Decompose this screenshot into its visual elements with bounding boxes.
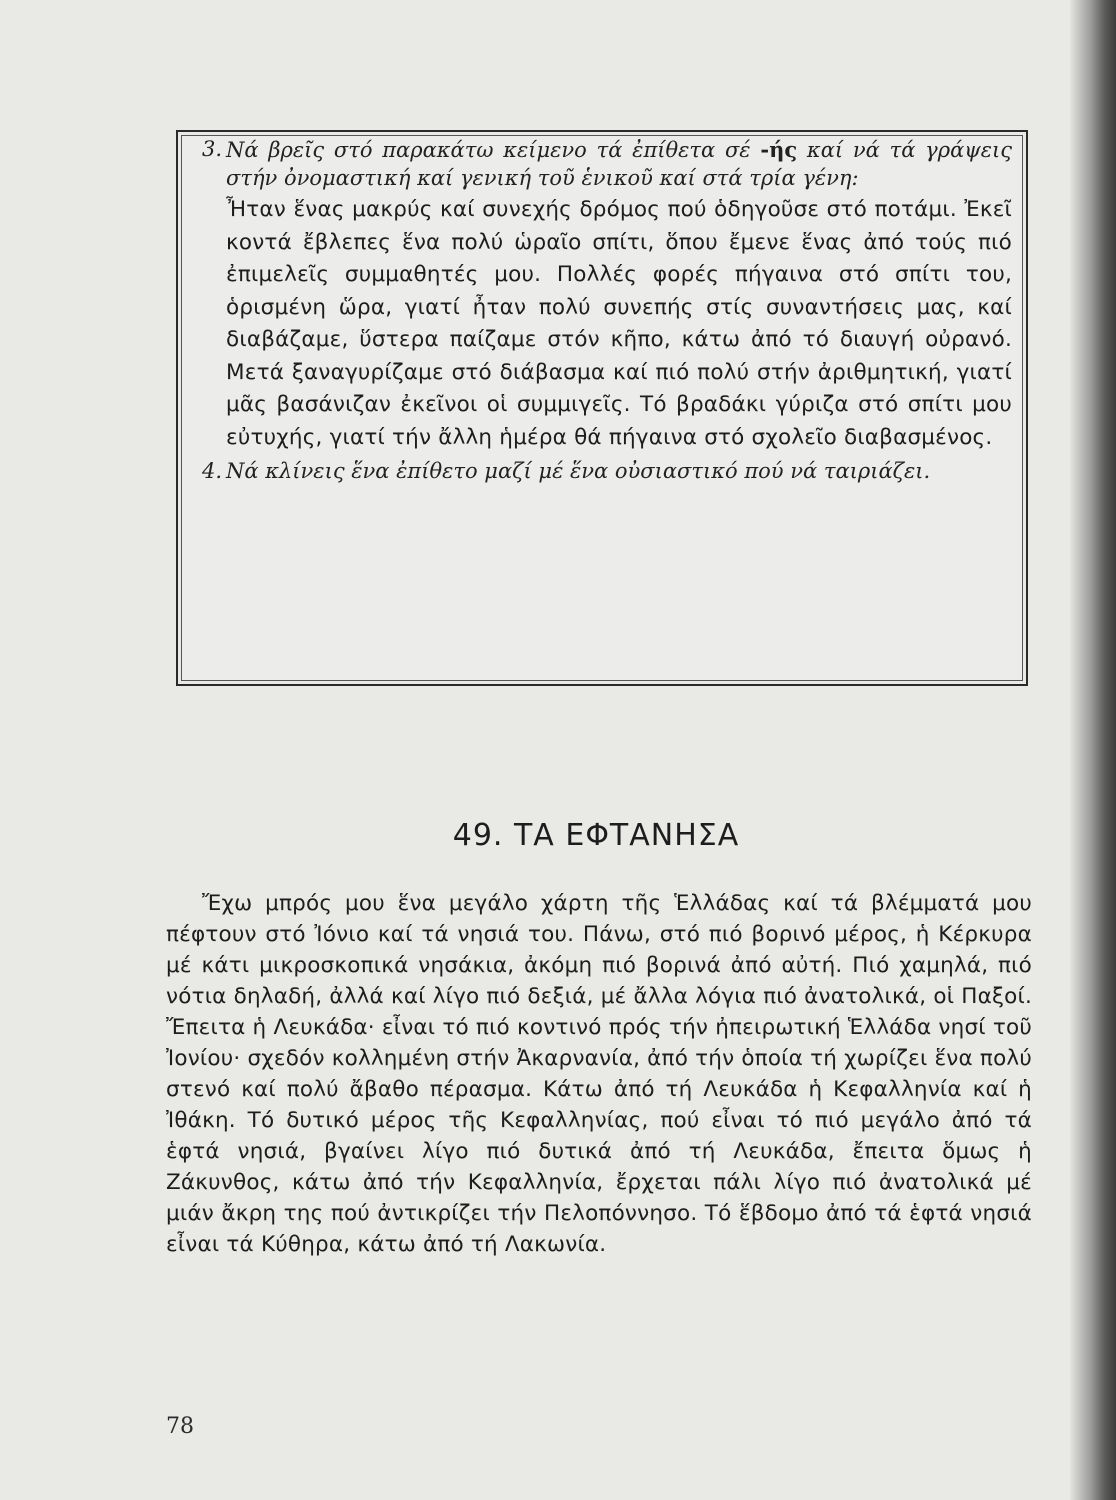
chapter-title-text: 49. ΤΑ ΕΦΤΑΝΗΣΑ bbox=[452, 818, 740, 853]
exercise-3-suffix: -ής bbox=[760, 137, 798, 162]
exercise-4-text: Νά κλίνεις ἕνα ἐπίθετο μαζί μέ ἕνα οὐσιαστικό πού νά ταιριάζει. bbox=[226, 459, 931, 483]
exercise-3-instruction-pre: Νά βρεῖς στό παρακάτω κείμενο τά ἐπίθετα σέ bbox=[226, 138, 761, 162]
chapter-title bbox=[0, 818, 1116, 853]
page-number: 78 bbox=[166, 1414, 194, 1439]
exercise-3-instruction bbox=[202, 136, 1012, 192]
chapter-body-text: Ἔχω μπρός μου ἕνα μεγάλο χάρτη τῆς Ἑλλάδας καί τά βλέμματά μου πέφτουν στό Ἰόνιο καί τά νησιά του. Πάνω, στό πιό βορινό μέρος, ἡ Κέρκυρα μέ κάτι μικροσκοπικά νησάκια, ἀκόμη πιό βορινά ἀπό αὐτή. Πιό χαμηλά, πιό νότια δηλαδή, ἀλλά καί λίγο πιό δεξιά, μέ ἄλλα λόγια πιό ἀνατολικά, οἱ Παξοί. Ἔπειτα ἡ Λευκάδα· εἶναι τό πιό κοντινό πρός τήν ἠπειρωτική Ἑλλάδα νησί τοῦ Ἰονίου· σχεδόν κολλημένη στήν Ἀκαρνανία, ἀπό τήν ὁποία τή χωρίζει ἕνα πολύ στενό καί πολύ ἄβαθο πέρασμα. Κάτω ἀπό τή Λευκάδα ἡ Κεφαλληνία καί ἡ Ἰθάκη. Τό δυτικό μέρος τῆς Κεφαλληνίας, πού εἶναι τό πιό μεγάλο ἀπό τά ἑφτά νησιά, βγαίνει λίγο πιό δυτικά ἀπό τή Λευκάδα, ἔπειτα ὅμως ἡ Ζάκυνθος, κάτω ἀπό τήν Κεφαλληνία, ἔρχεται πάλι λίγο πιό ἀνατολικά μέ μιάν ἄκρη της πού ἀντικρίζει τήν Πελοπόννησο. Τό ἕβδομο ἀπό τά ἑφτά νησιά εἶναι τά Κύθηρα, κάτω ἀπό τή Λακωνία. bbox=[166, 891, 1032, 1257]
exercise-3-instruction-post: καί νά τά γράψεις στήν ὀνομαστική καί γενική τοῦ ἑνικοῦ καί στά τρία γένη: bbox=[226, 138, 1012, 190]
exercise-4-number: 4. bbox=[202, 459, 223, 483]
book-binding-shadow bbox=[1070, 0, 1116, 1500]
exercise-4-instruction bbox=[202, 458, 1012, 486]
exercise-3-paragraph: Ἦταν ἕνας μακρύς καί συνεχής δρόμος πού ὁδηγοῦσε στό ποτάμι. Ἐκεῖ κοντά ἔβλεπες ἕνα πολύ ὡραῖο σπίτι, ὅπου ἔμενε ἕνας ἀπό τούς πιό ἐπιμελεῖς συμμαθητές μου. Πολλές φορές πήγαινα στό σπίτι του, ὁρισμένη ὥρα, γιατί ἦταν πολύ συνεπής στίς συναντήσεις μας, καί διαβάζαμε, ὕστερα παίζαμε στόν κῆπο, κάτω ἀπό τό διαυγή οὐρανό. Μετά ξαναγυρίζαμε στό διάβασμα καί πιό πολύ στήν ἀριθμητική, γιατί μᾶς βασάνιζαν ἐκεῖνοι οἱ συμμιγεῖς. Τό βραδάκι γύριζα στό σπίτι μου εὐτυχής, γιατί τήν ἄλλη ἡμέρα θά πήγαινα στό σχολεῖο διαβασμένος. bbox=[226, 197, 1012, 450]
exercise-box bbox=[176, 130, 1028, 686]
exercise-3-number: 3. bbox=[202, 137, 223, 161]
